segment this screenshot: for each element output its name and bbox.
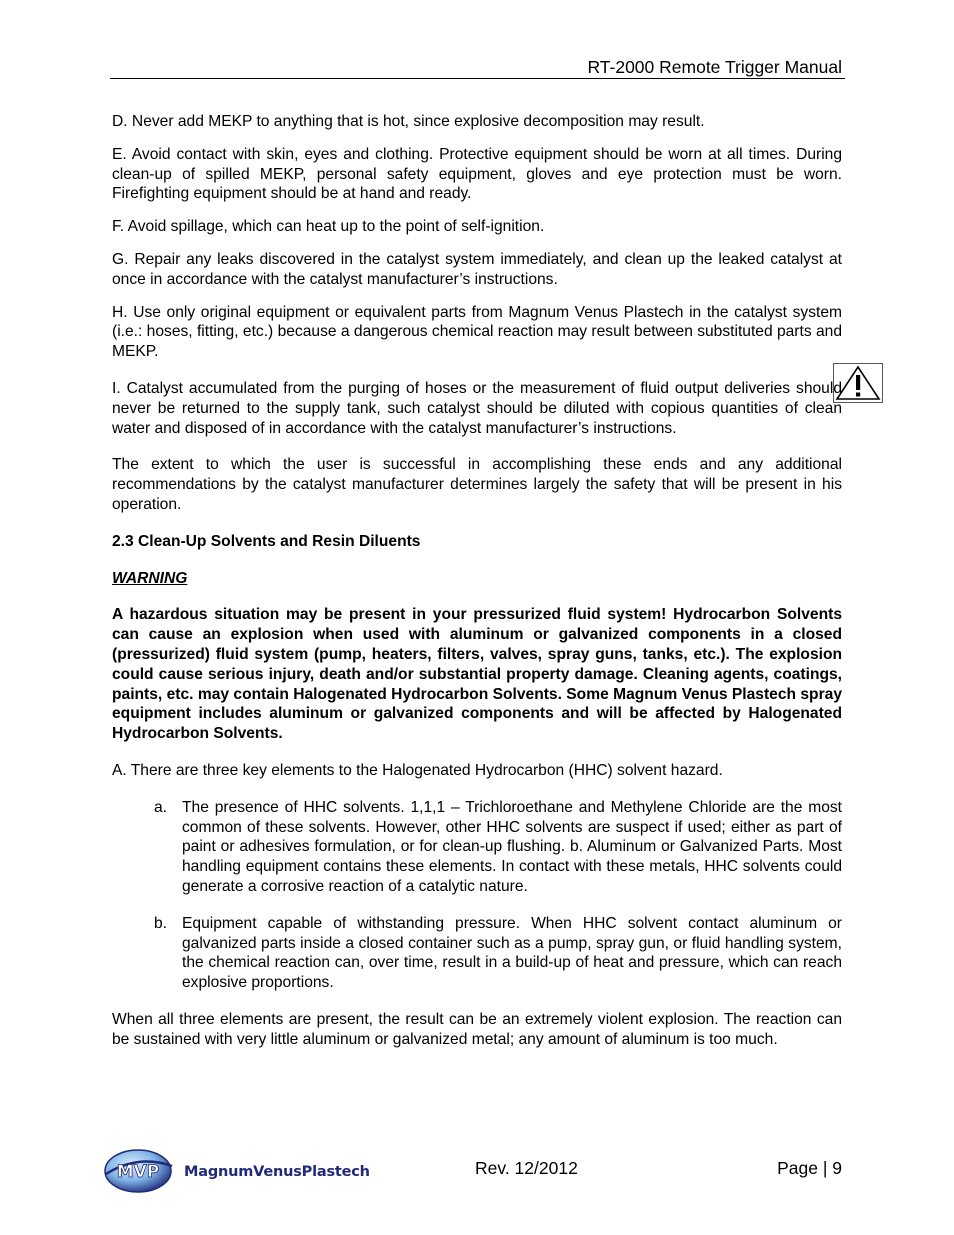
hazard-intro: A. There are three key elements to the Halogenated Hydrocarbon (HHC) solvent hazard. <box>112 761 723 779</box>
page-content <box>112 112 842 1062</box>
hazard-list <box>112 798 842 993</box>
paragraph-f: F. Avoid spillage, which can heat up to the point of self-ignition. <box>112 218 545 236</box>
paragraph-i: I. Catalyst accumulated from the purging of hoses or the measurement of fluid output deliveries should never be returned to the supply tank, such catalyst should be diluted with copious quantities of clean water and disposed of in accordance with the catalyst manufacturer’s instructions. <box>112 379 842 437</box>
paragraph-extent: The extent to which the user is successful in accomplishing these ends and any additional recommendations by the catalyst manufacturer determines largely the safety that will be present in his operation. <box>112 456 842 513</box>
revision-label: Rev. 12/2012 <box>475 1158 578 1178</box>
page-number: Page | 9 <box>777 1158 842 1178</box>
list-item <box>112 914 842 993</box>
closing-paragraph: When all three elements are present, the result can be an extremely violent explosion. The reaction can be sustained with very little aluminum or galvanized metal; any amount of aluminum is too much. <box>112 1010 842 1048</box>
section-heading: 2.3 Clean-Up Solvents and Resin Diluents <box>112 532 421 550</box>
list-marker: a. <box>154 798 168 816</box>
list-text: Equipment capable of withstanding pressure. When HHC solvent contact aluminum or galvanized parts inside a closed container such as a pump, spray gun, or fluid handling system, the chemical reaction can, over time, result in a build-up of heat and pressure, which can reach explosive proportions. <box>182 914 842 992</box>
paragraph-h: H. Use only original equipment or equivalent parts from Magnum Venus Plastech in the catalyst system (i.e.: hoses, fitting, etc.) because a dangerous chemical reaction may result between substituted parts and MEKP. <box>112 303 842 361</box>
header-title: RT-2000 Remote Trigger Manual <box>587 57 842 77</box>
list-marker: b. <box>154 914 168 932</box>
paragraph-d: D. Never add MEKP to anything that is hot, since explosive decomposition may result. <box>112 113 705 130</box>
warning-text: A hazardous situation may be present in your pressurized fluid system! Hydrocarbon Solvents can cause an explosion when used with aluminum or galvanized components in a closed (pressurized) fluid system (pump, heaters, filters, valves, spray guns, tanks, etc.). The explosion could cause serious injury, death and/or substantial property damage. Cleaning agents, coatings, paints, etc. may contain Halogenated Hydrocarbon Solvents. Some Magnum Venus Plastech spray equipment includes aluminum or galvanized components and will be affected by Halogenated Hydrocarbon Solvents. <box>112 606 842 743</box>
paragraph-g: G. Repair any leaks discovered in the catalyst system immediately, and clean up the leaked catalyst at once in accordance with the catalyst manufacturer’s instructions. <box>112 250 842 288</box>
mvp-globe-icon <box>100 1144 176 1194</box>
logo-text: MagnumVenusPlastech <box>184 1164 370 1180</box>
logo-mark: MVP <box>116 1162 160 1182</box>
header-rule <box>110 78 845 79</box>
list-item <box>112 798 842 897</box>
warning-label: WARNING <box>112 569 188 587</box>
paragraph-e: E. Avoid contact with skin, eyes and clothing. Protective equipment should be worn at all times. During clean-up of spilled MEKP, personal safety equipment, gloves and eye protection must be worn. Firefighting equipment should be at hand and ready. <box>112 145 842 203</box>
list-text: The presence of HHC solvents. 1,1,1 – Trichloroethane and Methylene Chloride are the most common of these solvents. However, other HHC solvents are suspect if used; either as part of paint or adhesives formulation, or for clean-up flushing. b. Aluminum or Galvanized Parts. Most handling equipment contains these elements. In contact with these metals, HHC solvents could generate a corrosive reaction of a catalytic nature. <box>182 798 842 895</box>
company-logo <box>100 1142 390 1196</box>
